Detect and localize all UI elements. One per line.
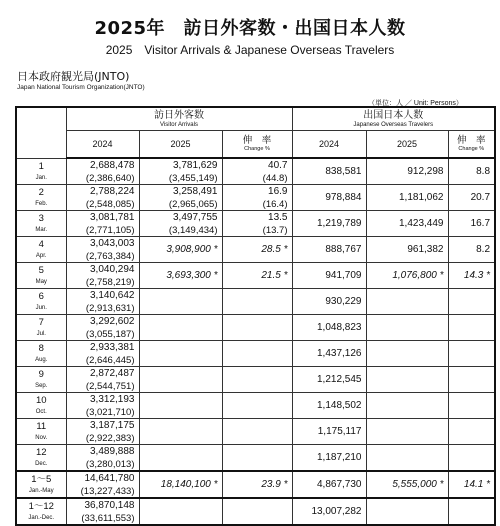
table-row	[16, 419, 495, 445]
visitor-2024-cell	[66, 445, 139, 472]
value-prev: (2,548,085)	[85, 199, 135, 210]
month-cell	[16, 185, 66, 211]
visitor-2025-cell	[139, 263, 222, 289]
value: 2,788,224	[90, 186, 135, 197]
value-prev: (2,386,640)	[85, 173, 135, 184]
value: 36,870,148	[84, 500, 135, 511]
japanese-2025-cell: 1,423,449	[366, 211, 448, 237]
visitor-2025-cell	[139, 445, 222, 472]
visitor-2024-cell	[66, 237, 139, 263]
japanese-growth-cell: 8.8	[448, 158, 495, 185]
value-prev: (3,149,434)	[168, 225, 218, 236]
visitor-growth-cell	[222, 471, 292, 498]
value: 3,489,888	[90, 446, 135, 457]
growth-label-ja: 伸 率	[457, 135, 486, 146]
value: 2,933,381	[90, 342, 135, 353]
japanese-2025-cell	[366, 419, 448, 445]
month-cell	[16, 393, 66, 419]
month-number: 4	[38, 239, 44, 250]
visitor-2024-header: 2024	[66, 131, 139, 159]
value: 3,187,175	[90, 420, 135, 431]
table-row	[16, 445, 495, 472]
month-number: 6	[38, 291, 44, 302]
visitor-2025-cell	[139, 185, 222, 211]
visitor-2024-cell	[66, 341, 139, 367]
visitor-2024-cell	[66, 419, 139, 445]
org-name-en: Japan National Tourism Organization(JNTO)	[17, 84, 145, 91]
visitor-2024-cell	[66, 471, 139, 498]
visitor-growth-header	[222, 131, 292, 159]
value: 3,043,003	[90, 238, 135, 249]
visitor-2025-cell	[139, 289, 222, 315]
table-row	[16, 289, 495, 315]
visitor-2025-cell	[139, 367, 222, 393]
month-number: 8	[38, 343, 44, 354]
value-prev: (3,021,710)	[85, 407, 135, 418]
visitor-growth-cell	[222, 315, 292, 341]
visitor-2025-cell	[139, 341, 222, 367]
month-cell	[16, 158, 66, 185]
month-abbr: Nov.	[35, 435, 48, 441]
value-prev: (2,922,383)	[85, 433, 135, 444]
month-abbr: Jul.	[36, 331, 46, 337]
visitor-2025-cell	[139, 393, 222, 419]
table-row	[16, 158, 495, 185]
value-prev: (16.4)	[262, 199, 288, 210]
japanese-growth-cell	[448, 445, 495, 472]
visitor-growth-cell	[222, 445, 292, 472]
value: 3,908,900 *	[166, 243, 218, 255]
month-cell	[16, 445, 66, 472]
month-number: 12	[35, 447, 47, 458]
month-abbr: Jun.	[35, 305, 47, 311]
value-prev: (2,913,631)	[85, 303, 135, 314]
visitor-growth-cell	[222, 367, 292, 393]
japanese-2025-cell: 961,382	[366, 237, 448, 263]
month-number: 5	[38, 265, 44, 276]
value: 21.5 *	[261, 269, 288, 281]
month-abbr: May	[35, 279, 47, 285]
value: 3,312,193	[90, 394, 135, 405]
value-prev: (13,227,433)	[80, 486, 135, 497]
month-abbr: Oct.	[35, 409, 47, 415]
month-cell	[16, 471, 66, 498]
visitor-2024-cell	[66, 158, 139, 185]
month-abbr: Jan.-Dec.	[28, 515, 55, 521]
visitor-2025-cell	[139, 237, 222, 263]
japanese-header-en: Japanese Overseas Travelers	[353, 121, 434, 128]
japanese-2025-cell	[366, 498, 448, 525]
visitor-2025-cell	[139, 315, 222, 341]
japanese-2024-cell: 1,437,126	[292, 341, 366, 367]
table-row	[16, 498, 495, 525]
japanese-header-ja: 出国日本人数	[363, 109, 424, 121]
month-cell	[16, 263, 66, 289]
visitor-growth-cell	[222, 237, 292, 263]
japanese-2025-cell	[366, 367, 448, 393]
visitor-2025-cell	[139, 471, 222, 498]
value: 3,140,642	[90, 290, 135, 301]
japanese-growth-cell: 8.2	[448, 237, 495, 263]
month-abbr: Mar.	[35, 227, 48, 233]
visitor-2025-cell	[139, 158, 222, 185]
visitor-2024-cell	[66, 211, 139, 237]
value: 3,693,300 *	[166, 269, 218, 281]
value-prev: (3,455,149)	[168, 173, 218, 184]
month-number: 1～5	[31, 474, 52, 485]
table-row	[16, 471, 495, 498]
month-number: 10	[35, 395, 47, 406]
visitor-growth-cell	[222, 158, 292, 185]
value: 13.5	[268, 212, 288, 223]
value-prev: (33,611,553)	[81, 513, 135, 524]
month-header-cell	[16, 107, 66, 158]
value-prev: (3,280,013)	[85, 459, 135, 470]
visitor-2024-cell	[66, 367, 139, 393]
japanese-2024-cell: 4,867,730	[292, 471, 366, 498]
visitor-2024-cell	[66, 498, 139, 525]
value: 3,081,781	[90, 212, 135, 223]
visitor-growth-cell	[222, 341, 292, 367]
value: 3,258,491	[173, 186, 218, 197]
table-row	[16, 263, 495, 289]
value-prev: (2,646,445)	[85, 355, 135, 366]
visitor-header-ja: 訪日外客数	[154, 109, 204, 121]
org-name-ja: 日本政府観光局(JNTO)	[17, 70, 130, 83]
month-cell	[16, 419, 66, 445]
visitor-growth-cell	[222, 289, 292, 315]
month-cell	[16, 367, 66, 393]
growth-label-en: Change %	[458, 146, 485, 152]
visitor-growth-cell	[222, 185, 292, 211]
table-row	[16, 185, 495, 211]
visitor-2025-header: 2025	[139, 131, 222, 159]
japanese-growth-cell: 20.7	[448, 185, 495, 211]
japanese-2025-cell: 5,555,000 *	[366, 471, 448, 498]
month-number: 3	[38, 213, 44, 224]
month-abbr: Feb.	[35, 201, 48, 207]
japanese-2024-cell: 930,229	[292, 289, 366, 315]
month-cell	[16, 498, 66, 525]
growth-label-ja: 伸 率	[242, 135, 272, 146]
japanese-2024-cell: 978,884	[292, 185, 366, 211]
value: 2,688,478	[90, 160, 135, 171]
visitor-2024-cell	[66, 263, 139, 289]
month-number: 1～12	[28, 501, 54, 512]
japanese-travelers-header	[292, 107, 495, 131]
japanese-2024-cell: 888,767	[292, 237, 366, 263]
month-abbr: Jan.	[35, 174, 47, 181]
japanese-2024-cell: 838,581	[292, 158, 366, 185]
japanese-growth-cell	[448, 341, 495, 367]
month-cell	[16, 237, 66, 263]
value: 3,292,602	[90, 316, 135, 327]
japanese-2025-header: 2025	[366, 131, 448, 159]
japanese-growth-cell: 14.1 *	[448, 471, 495, 498]
month-abbr: Sep.	[35, 383, 48, 389]
japanese-2025-cell: 1,076,800 *	[366, 263, 448, 289]
statistics-table	[15, 106, 496, 526]
japanese-2024-cell: 1,148,502	[292, 393, 366, 419]
japanese-growth-cell	[448, 315, 495, 341]
table-row	[16, 315, 495, 341]
visitor-2025-cell	[139, 498, 222, 525]
month-abbr: Dec.	[35, 461, 48, 467]
japanese-2025-cell	[366, 445, 448, 472]
japanese-growth-cell	[448, 367, 495, 393]
visitor-2024-cell	[66, 315, 139, 341]
value: 28.5 *	[261, 243, 288, 255]
month-number: 1	[38, 160, 44, 172]
visitor-growth-cell	[222, 211, 292, 237]
visitor-2025-cell	[139, 211, 222, 237]
value: 16.9	[268, 186, 288, 197]
visitor-growth-cell	[222, 419, 292, 445]
unit-note: （単位：人 ／ Unit: Persons）	[368, 100, 463, 107]
month-abbr: Jan.-May	[28, 488, 54, 494]
visitor-2024-cell	[66, 185, 139, 211]
japanese-growth-header	[448, 131, 495, 159]
value: 18,140,100 *	[160, 478, 218, 490]
month-cell	[16, 289, 66, 315]
month-abbr: Aug.	[35, 357, 48, 363]
visitor-2024-cell	[66, 393, 139, 419]
value: 2,872,487	[90, 368, 135, 379]
japanese-2024-header: 2024	[292, 131, 366, 159]
japanese-2024-cell: 1,219,789	[292, 211, 366, 237]
visitor-arrivals-header	[66, 107, 292, 131]
month-abbr: Apr.	[35, 253, 47, 259]
growth-label-en: Change %	[244, 146, 270, 152]
japanese-2025-cell	[366, 341, 448, 367]
value-prev: (2,965,065)	[168, 199, 218, 210]
value-prev: (3,055,187)	[85, 329, 135, 340]
month-number: 9	[38, 369, 44, 380]
japanese-2024-cell: 941,709	[292, 263, 366, 289]
japanese-growth-cell: 16.7	[448, 211, 495, 237]
japanese-growth-cell: 14.3 *	[448, 263, 495, 289]
japanese-2024-cell: 1,175,117	[292, 419, 366, 445]
value-prev: (13.7)	[262, 225, 288, 236]
value: 3,040,294	[90, 264, 135, 275]
japanese-2024-cell: 13,007,282	[292, 498, 366, 525]
japanese-growth-cell	[448, 289, 495, 315]
japanese-2025-cell: 912,298	[366, 158, 448, 185]
value: 14,641,780	[84, 473, 135, 484]
japanese-2025-cell: 1,181,062	[366, 185, 448, 211]
japanese-2024-cell: 1,212,545	[292, 367, 366, 393]
table-row	[16, 341, 495, 367]
visitor-growth-cell	[222, 263, 292, 289]
table-row	[16, 237, 495, 263]
value: 40.7	[268, 160, 288, 171]
table-row	[16, 367, 495, 393]
value-prev: (2,771,105)	[85, 225, 135, 236]
value-prev: (2,763,384)	[85, 251, 135, 262]
month-cell	[16, 211, 66, 237]
table-row	[16, 393, 495, 419]
page-subtitle: 2025 Visitor Arrivals & Japanese Overseas Travelers	[105, 43, 395, 57]
japanese-growth-cell	[448, 419, 495, 445]
visitor-2024-cell	[66, 289, 139, 315]
value-prev: (44.8)	[262, 173, 288, 184]
table-row	[16, 211, 495, 237]
value: 3,781,629	[173, 160, 218, 171]
japanese-growth-cell	[448, 498, 495, 525]
japanese-growth-cell	[448, 393, 495, 419]
japanese-2025-cell	[366, 393, 448, 419]
value: 3,497,755	[173, 212, 218, 223]
month-number: 2	[38, 187, 44, 198]
value: 23.9 *	[261, 478, 288, 490]
japanese-2024-cell: 1,187,210	[292, 445, 366, 472]
month-number: 7	[38, 317, 44, 328]
month-cell	[16, 315, 66, 341]
page-title: 2025年 訪日外客数・出国日本人数	[94, 18, 406, 39]
japanese-2024-cell: 1,048,823	[292, 315, 366, 341]
visitor-header-en: Visitor Arrivals	[160, 121, 198, 128]
value-prev: (2,544,751)	[85, 381, 135, 392]
japanese-2025-cell	[366, 315, 448, 341]
visitor-growth-cell	[222, 393, 292, 419]
month-cell	[16, 341, 66, 367]
visitor-2025-cell	[139, 419, 222, 445]
japanese-2025-cell	[366, 289, 448, 315]
value-prev: (2,758,219)	[85, 277, 135, 288]
month-number: 11	[36, 421, 47, 432]
visitor-growth-cell	[222, 498, 292, 525]
